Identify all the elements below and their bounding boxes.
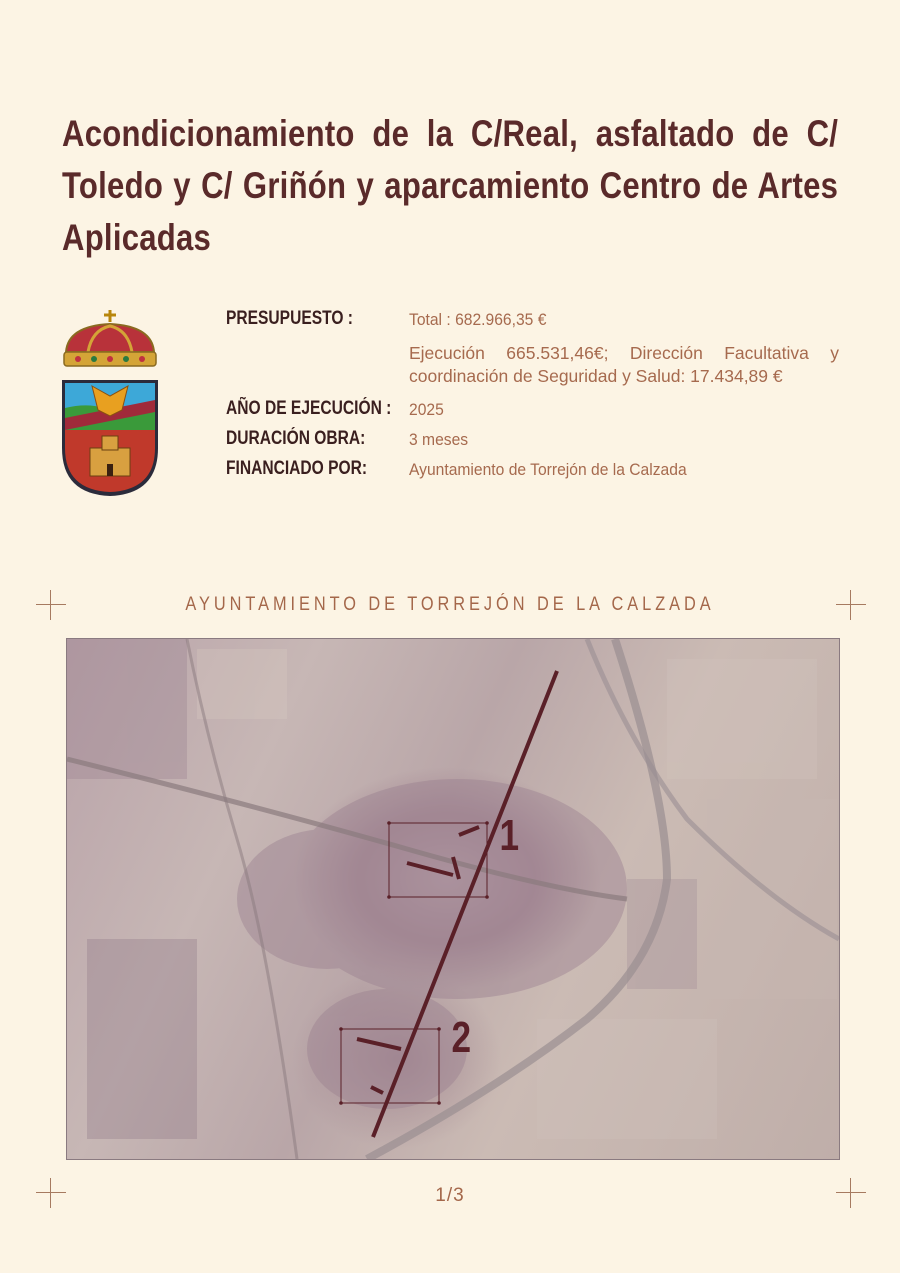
budget-total: Total : 682.966,35 € <box>409 310 547 329</box>
year-value: 2025 <box>409 400 444 419</box>
crop-mark <box>836 590 866 620</box>
budget-label: PRESUPUESTO : <box>226 308 353 329</box>
page-title: Acondicionamiento de la C/Real, asfaltado de C/ Toledo y C/ Griñón y aparcamiento Centro de Artes Aplicadas <box>62 113 839 258</box>
budget-detail: Ejecución 665.531,46€; Dirección Facultativa y coordinación de Seguridad y Salud: 17.434,89 € <box>409 343 839 386</box>
funding-value: Ayuntamiento de Torrejón de la Calzada <box>409 460 687 479</box>
duration-label: DURACIÓN OBRA: <box>226 428 366 449</box>
map-marker-2: 2 <box>451 1013 472 1062</box>
coat-of-arms-logo <box>58 308 162 498</box>
project-info <box>226 308 838 488</box>
subtitle: AYUNTAMIENTO DE TORREJÓN DE LA CALZADA <box>185 594 715 615</box>
funding-label: FINANCIADO POR: <box>226 458 368 479</box>
crop-mark <box>36 590 66 620</box>
aerial-map <box>66 638 840 1160</box>
page-number: 1/3 <box>435 1185 465 1206</box>
map-marker-1: 1 <box>499 811 520 860</box>
year-label: AÑO DE EJECUCIÓN : <box>226 398 392 419</box>
duration-value: 3 meses <box>409 430 469 449</box>
